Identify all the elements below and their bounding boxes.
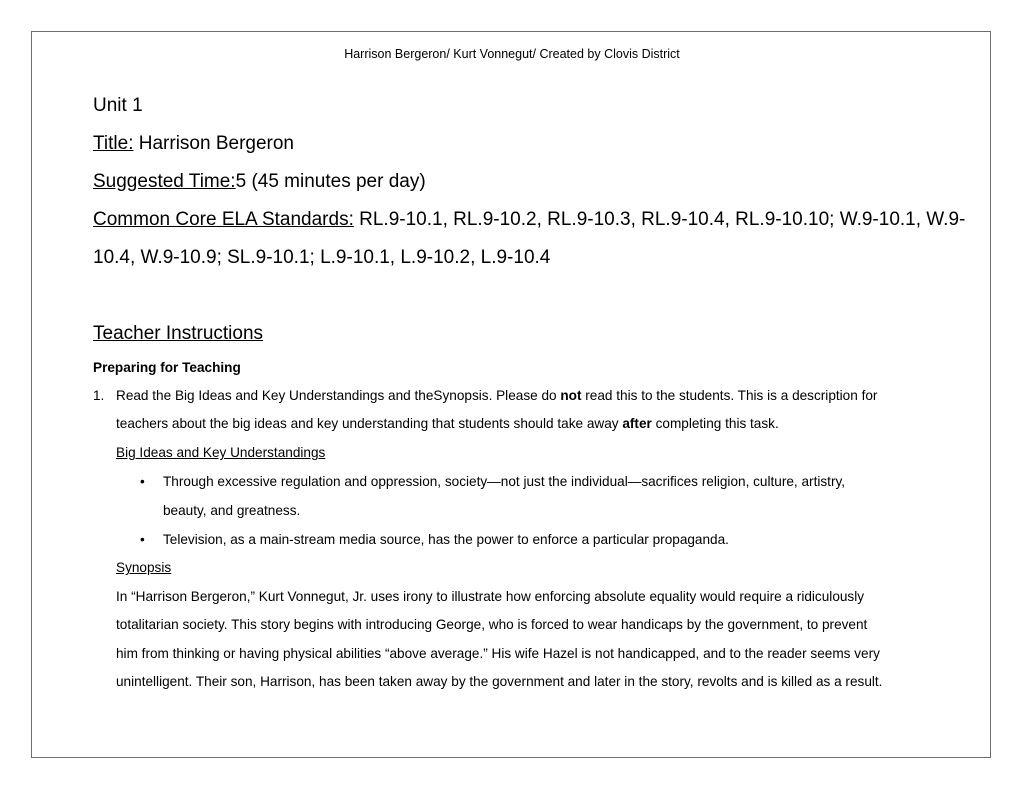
bullet1-line-1: Through excessive regulation and oppression, society—not just the individual—sacrifices religion, culture, artistry, bbox=[163, 474, 846, 489]
item1-line-2 bbox=[116, 415, 779, 433]
bullet1-line-2: beauty, and greatness. bbox=[163, 503, 301, 518]
item1-bold-not: not bbox=[560, 388, 582, 403]
preparing-heading: Preparing for Teaching bbox=[93, 360, 241, 375]
item1-text-d: completing this task. bbox=[651, 416, 779, 431]
suggested-time-value: 5 (45 minutes per day) bbox=[235, 171, 426, 192]
title-line bbox=[93, 132, 294, 156]
item1-text-c: teachers about the big ideas and key understanding that students should take away bbox=[116, 416, 623, 431]
suggested-time-line bbox=[93, 170, 426, 194]
synopsis-heading: Synopsis bbox=[116, 560, 172, 575]
bullet-icon: • bbox=[140, 474, 145, 489]
synopsis-line-1: In “Harrison Bergeron,” Kurt Vonnegut, Jr. uses irony to illustrate how enforcing absolute equality would require a ridiculously bbox=[116, 589, 865, 604]
title-value: Harrison Bergeron bbox=[133, 133, 294, 154]
item1-line-1 bbox=[116, 387, 877, 405]
standards-line-2: 10.4, W.9-10.9; SL.9-10.1; L.9-10.1, L.9-10.2, L.9-10.4 bbox=[93, 247, 551, 268]
bullet2-line: Television, as a main-stream media source, has the power to enforce a particular propaganda. bbox=[163, 532, 729, 547]
synopsis-line-2: totalitarian society. This story begins with introducing George, who is forced to wear handicaps by the government, to prevent bbox=[116, 617, 868, 632]
synopsis-line-3: him from thinking or having physical abilities “above average.” His wife Hazel is not handicapped, and to the reader seems very bbox=[116, 646, 880, 661]
item-number: 1. bbox=[93, 388, 105, 403]
item1-text-b: read this to the students. This is a description for bbox=[581, 388, 878, 403]
bullet-icon: • bbox=[140, 532, 145, 547]
item1-text-a: Read the Big Ideas and Key Understandings and theSynopsis. Please do bbox=[116, 388, 561, 403]
standards-label: Common Core ELA Standards: bbox=[93, 209, 354, 230]
suggested-time-label: Suggested Time: bbox=[93, 171, 236, 192]
standards-value-1: RL.9-10.1, RL.9-10.2, RL.9-10.3, RL.9-10.4, RL.9-10.10; W.9-10.1, W.9- bbox=[353, 209, 966, 230]
standards-line-1 bbox=[93, 208, 965, 232]
big-ideas-heading: Big Ideas and Key Understandings bbox=[116, 445, 326, 460]
title-label: Title: bbox=[93, 133, 134, 154]
unit-label: Unit 1 bbox=[93, 95, 143, 116]
page-header: Harrison Bergeron/ Kurt Vonnegut/ Created by Clovis District bbox=[344, 47, 680, 61]
item1-bold-after: after bbox=[622, 416, 652, 431]
synopsis-line-4: unintelligent. Their son, Harrison, has been taken away by the government and later in the story, revolts and is killed as a result. bbox=[116, 674, 883, 689]
teacher-instructions-heading: Teacher Instructions bbox=[93, 323, 264, 344]
